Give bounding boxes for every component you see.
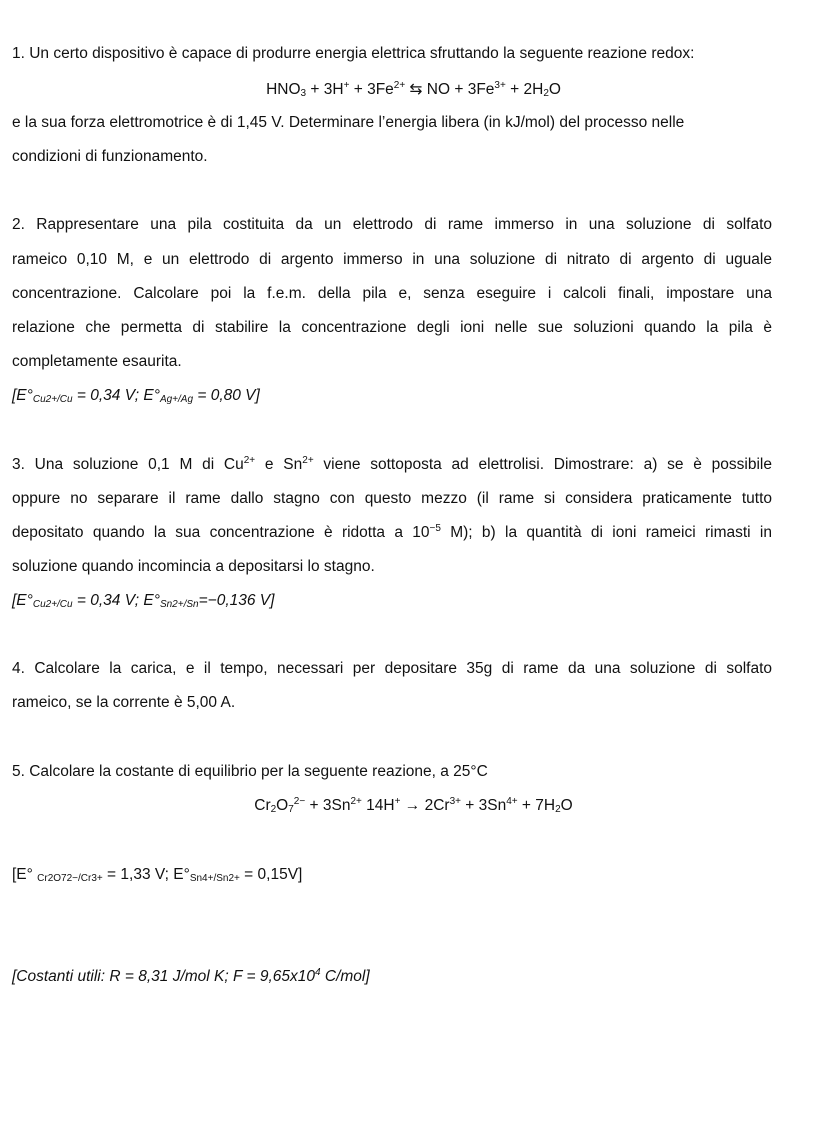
const-text: = 0,34 V; E° bbox=[72, 387, 160, 404]
problem-4-line-2: rameico, se la corrente è 5,00 A. bbox=[12, 694, 236, 711]
problem-2-constants bbox=[12, 387, 772, 405]
eq-sub: 2 bbox=[543, 88, 549, 99]
text: depositato quando la sua concentrazione è ridotta a 10 bbox=[12, 524, 430, 541]
const-text: = 1,33 V; E° bbox=[102, 866, 190, 883]
problem-3-line-4: soluzione quando incomincia a depositarsi lo stagno. bbox=[12, 558, 375, 575]
problem-1-line-2: e la sua forza elettromotrice è di 1,45 V. Determinare l’energia libera (in kJ/mol) del processo nelle bbox=[12, 114, 685, 131]
text: e Sn bbox=[255, 456, 303, 473]
eq-text: + 3Fe bbox=[349, 81, 394, 98]
const-text: [E° bbox=[12, 387, 33, 404]
problem-3-line-2: oppure no separare il rame dallo stagno con questo mezzo (il rame si considera praticamente tutto bbox=[12, 490, 772, 507]
eq-sup: 2− bbox=[293, 796, 306, 807]
problem-2-line-1: 2. Rappresentare una pila costituita da un elettrodo di rame immerso in una soluzione di solfato bbox=[12, 216, 772, 233]
eq-text: O bbox=[560, 797, 573, 814]
eq-text: + 7H bbox=[517, 797, 556, 814]
const-sub: Cu2+/Cu bbox=[32, 599, 73, 610]
eq-text: O bbox=[276, 797, 289, 814]
eq-sup: + bbox=[343, 80, 350, 91]
exponent: 4 bbox=[315, 967, 321, 978]
eq-text: O bbox=[548, 81, 561, 98]
problem-5-constants bbox=[12, 866, 772, 884]
const-sub: Sn2+/Sn bbox=[159, 599, 199, 610]
eq-sup: 4+ bbox=[506, 796, 518, 807]
eq-text: + 3H bbox=[306, 81, 344, 98]
eq-sub: 3 bbox=[300, 88, 307, 99]
eq-sup: 2+ bbox=[350, 796, 362, 807]
text: viene sottoposta ad elettrolisi. Dimostrare: a) se è possibile bbox=[313, 456, 772, 473]
const-text: = 0,15V] bbox=[239, 866, 303, 883]
text: 3. Una soluzione 0,1 M di Cu bbox=[12, 456, 244, 473]
const-text: =−0,136 V] bbox=[198, 592, 275, 609]
problem-1-equation bbox=[0, 80, 827, 99]
const-sub: Cr2O72−/Cr3+ bbox=[37, 873, 103, 884]
const-text: [E° bbox=[12, 592, 33, 609]
sup: 2+ bbox=[302, 455, 314, 466]
problem-2-line-2: rameico 0,10 M, e un elettrodo di argento immerso in una soluzione di nitrato di argento di uguale bbox=[12, 251, 772, 268]
equilibrium-arrow: ⇆ bbox=[405, 81, 427, 98]
problem-4-line-1: 4. Calcolare la carica, e il tempo, necessari per depositare 35g di rame da una soluzione di solfato bbox=[12, 660, 772, 677]
const-text: = 0,80 V] bbox=[193, 387, 260, 404]
const-sub: Sn4+/Sn2+ bbox=[189, 873, 240, 884]
problem-2-line-5: completamente esaurita. bbox=[12, 353, 182, 370]
problem-2-line-3: concentrazione. Calcolare poi la f.e.m. della pila e, senza eseguire i calcoli finali, impostare una bbox=[12, 285, 772, 302]
problem-1-line-3: condizioni di funzionamento. bbox=[12, 148, 208, 165]
reaction-arrow: → bbox=[400, 797, 425, 814]
problem-5-line-1: 5. Calcolare la costante di equilibrio per la seguente reazione, a 25°C bbox=[12, 763, 488, 780]
problem-2-line-4: relazione che permetta di stabilire la concentrazione degli ioni nelle sue soluzioni quando la pila è bbox=[12, 319, 772, 336]
problem-5-equation bbox=[0, 797, 827, 815]
const-sub: Cu2+/Cu bbox=[32, 394, 73, 405]
eq-text: + 2H bbox=[505, 81, 544, 98]
useful-constants-unit: C/mol] bbox=[320, 968, 370, 985]
problem-3-line-3 bbox=[12, 524, 772, 542]
eq-sup: 2+ bbox=[393, 80, 406, 91]
sup: 2+ bbox=[243, 455, 256, 466]
eq-text: Cr bbox=[254, 797, 271, 814]
eq-sup: + bbox=[394, 796, 401, 807]
eq-text: HNO bbox=[266, 81, 301, 98]
useful-constants-label: [Costanti utili: bbox=[12, 968, 110, 985]
eq-sup: 3+ bbox=[449, 796, 461, 807]
eq-text: + 3Sn bbox=[460, 797, 507, 814]
text: M); b) la quantità di ioni rameici rimasti in bbox=[440, 524, 772, 541]
eq-sub: 2 bbox=[555, 804, 561, 815]
problem-3-constants bbox=[12, 592, 772, 610]
useful-constants-values: R = 8,31 J/mol K; F = 9,65x10 bbox=[109, 968, 315, 985]
problem-1-line-1: 1. Un certo dispositivo è capace di produrre energia elettrica sfruttando la seguente reazione redox: bbox=[12, 45, 695, 62]
eq-sub: 2 bbox=[270, 804, 277, 815]
problem-3-line-1 bbox=[12, 456, 772, 474]
eq-sup: 3+ bbox=[494, 80, 506, 91]
eq-text: 14H bbox=[361, 797, 395, 814]
eq-sub: 7 bbox=[288, 804, 294, 815]
const-text: [E° bbox=[12, 866, 38, 883]
useful-constants bbox=[12, 968, 772, 986]
const-sub: Ag+/Ag bbox=[159, 394, 194, 405]
const-text: = 0,34 V; E° bbox=[72, 592, 160, 609]
eq-text: NO + 3Fe bbox=[426, 81, 495, 98]
eq-text: 2Cr bbox=[424, 797, 450, 814]
eq-text: + 3Sn bbox=[305, 797, 351, 814]
sup: −5 bbox=[429, 523, 441, 534]
